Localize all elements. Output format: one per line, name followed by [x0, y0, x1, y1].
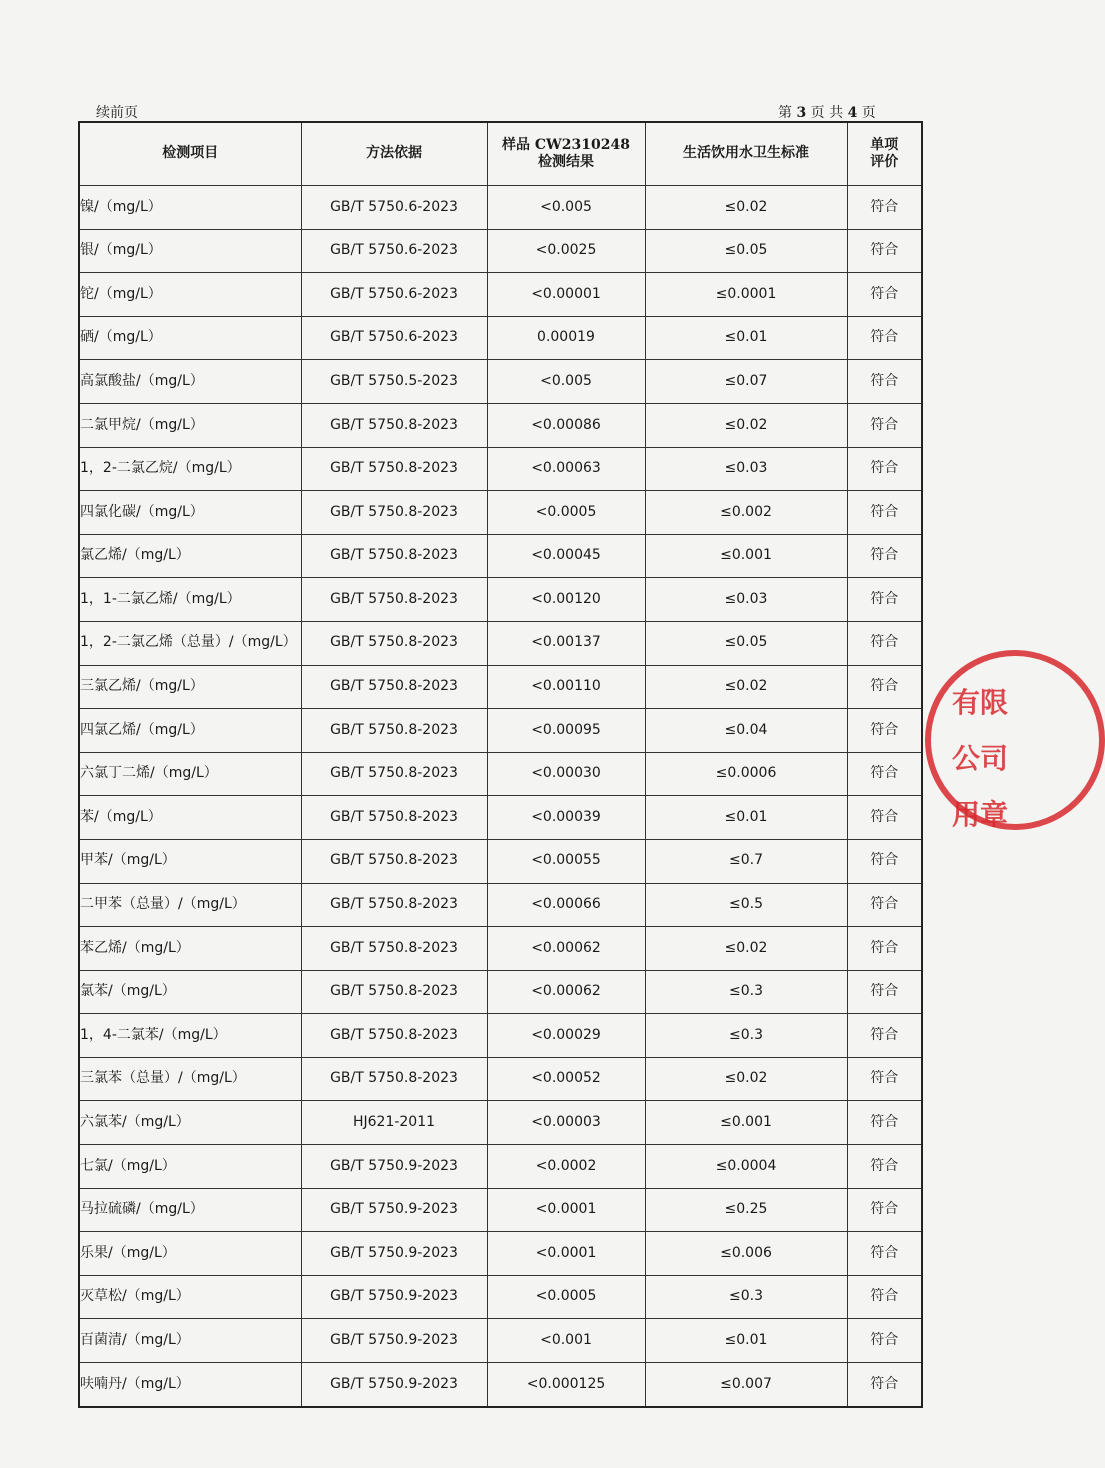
table-row — [79, 316, 922, 360]
cell-standard: ≤0.07 — [645, 360, 847, 404]
cell-result: <0.00001 — [487, 273, 645, 317]
cell-method: GB/T 5750.8-2023 — [301, 1014, 487, 1058]
seal-stamp-text: 有限公司 用章 — [952, 686, 1009, 831]
cell-standard: ≤0.0001 — [645, 273, 847, 317]
cell-item-name: 镍/（mg/L） — [79, 186, 301, 230]
cell-method: GB/T 5750.8-2023 — [301, 970, 487, 1014]
cell-evaluation: 符合 — [847, 360, 922, 404]
table-row — [79, 621, 922, 665]
cell-result: <0.00039 — [487, 796, 645, 840]
cell-method: GB/T 5750.6-2023 — [301, 273, 487, 317]
table-row — [79, 1101, 922, 1145]
cell-standard: ≤0.3 — [645, 1275, 847, 1319]
cell-result: <0.00086 — [487, 403, 645, 447]
cell-result: <0.000125 — [487, 1363, 645, 1407]
table-row — [79, 447, 922, 491]
table-header-row — [79, 122, 922, 186]
cell-result: <0.005 — [487, 360, 645, 404]
cell-evaluation: 符合 — [847, 1101, 922, 1145]
table-row — [79, 273, 922, 317]
cell-standard: ≤0.3 — [645, 970, 847, 1014]
cell-item-name: 呋喃丹/（mg/L） — [79, 1363, 301, 1407]
cell-result: <0.00030 — [487, 752, 645, 796]
cell-standard: ≤0.02 — [645, 403, 847, 447]
cell-item-name: 1，2-二氯乙烷/（mg/L） — [79, 447, 301, 491]
cell-evaluation: 符合 — [847, 1275, 922, 1319]
cell-result: <0.0002 — [487, 1145, 645, 1189]
header-item: 检测项目 — [79, 122, 301, 186]
cell-result: <0.00003 — [487, 1101, 645, 1145]
cell-standard: ≤0.02 — [645, 927, 847, 971]
cell-result: <0.00055 — [487, 839, 645, 883]
cell-standard: ≤0.002 — [645, 491, 847, 535]
cell-result: <0.00045 — [487, 534, 645, 578]
table-row — [79, 796, 922, 840]
table-row — [79, 1363, 922, 1407]
cell-standard: ≤0.007 — [645, 1363, 847, 1407]
cell-item-name: 马拉硫磷/（mg/L） — [79, 1188, 301, 1232]
cell-result: 0.00019 — [487, 316, 645, 360]
table-row — [79, 491, 922, 535]
table-row — [79, 970, 922, 1014]
cell-item-name: 苯乙烯/（mg/L） — [79, 927, 301, 971]
cell-result: <0.00066 — [487, 883, 645, 927]
cell-item-name: 百菌清/（mg/L） — [79, 1319, 301, 1363]
table-row — [79, 578, 922, 622]
cell-method: GB/T 5750.8-2023 — [301, 796, 487, 840]
cell-evaluation: 符合 — [847, 491, 922, 535]
table-row — [79, 752, 922, 796]
cell-item-name: 甲苯/（mg/L） — [79, 839, 301, 883]
cell-method: GB/T 5750.8-2023 — [301, 883, 487, 927]
cell-method: GB/T 5750.8-2023 — [301, 621, 487, 665]
cell-evaluation: 符合 — [847, 927, 922, 971]
cell-method: GB/T 5750.9-2023 — [301, 1363, 487, 1407]
cell-method: GB/T 5750.9-2023 — [301, 1232, 487, 1276]
cell-item-name: 六氯丁二烯/（mg/L） — [79, 752, 301, 796]
cell-evaluation: 符合 — [847, 1145, 922, 1189]
cell-result: <0.0001 — [487, 1232, 645, 1276]
table-row — [79, 1275, 922, 1319]
cell-standard: ≤0.25 — [645, 1188, 847, 1232]
cell-evaluation: 符合 — [847, 709, 922, 753]
cell-method: GB/T 5750.8-2023 — [301, 534, 487, 578]
page-suffix: 页 — [861, 105, 876, 121]
cell-evaluation: 符合 — [847, 316, 922, 360]
cell-result: <0.0025 — [487, 229, 645, 273]
cell-result: <0.00095 — [487, 709, 645, 753]
cell-result: <0.00137 — [487, 621, 645, 665]
cell-item-name: 二甲苯（总量）/（mg/L） — [79, 883, 301, 927]
cell-result: <0.00063 — [487, 447, 645, 491]
cell-standard: ≤0.03 — [645, 447, 847, 491]
cell-item-name: 1，1-二氯乙烯/（mg/L） — [79, 578, 301, 622]
cell-standard: ≤0.0006 — [645, 752, 847, 796]
cell-evaluation: 符合 — [847, 665, 922, 709]
cell-item-name: 高氯酸盐/（mg/L） — [79, 360, 301, 404]
cell-evaluation: 符合 — [847, 752, 922, 796]
cell-method: GB/T 5750.8-2023 — [301, 927, 487, 971]
cell-evaluation: 符合 — [847, 839, 922, 883]
cell-method: GB/T 5750.8-2023 — [301, 752, 487, 796]
cell-method: GB/T 5750.8-2023 — [301, 665, 487, 709]
cell-item-name: 1，4-二氯苯/（mg/L） — [79, 1014, 301, 1058]
cell-evaluation: 符合 — [847, 796, 922, 840]
cell-evaluation: 符合 — [847, 1319, 922, 1363]
page-prefix: 第 — [778, 105, 792, 121]
test-results-table — [78, 121, 923, 1408]
table-row — [79, 1145, 922, 1189]
table-row — [79, 1057, 922, 1101]
cell-evaluation: 符合 — [847, 403, 922, 447]
cell-standard: ≤0.02 — [645, 665, 847, 709]
cell-standard: ≤0.04 — [645, 709, 847, 753]
table-row — [79, 1188, 922, 1232]
table-row — [79, 1319, 922, 1363]
cell-item-name: 乐果/（mg/L） — [79, 1232, 301, 1276]
cell-standard: ≤0.02 — [645, 1057, 847, 1101]
continued-label: 续前页 — [96, 105, 138, 121]
cell-method: GB/T 5750.9-2023 — [301, 1275, 487, 1319]
cell-standard: ≤0.01 — [645, 1319, 847, 1363]
cell-evaluation: 符合 — [847, 229, 922, 273]
table-row — [79, 360, 922, 404]
cell-result: <0.00120 — [487, 578, 645, 622]
cell-standard: ≤0.006 — [645, 1232, 847, 1276]
cell-evaluation: 符合 — [847, 1363, 922, 1407]
cell-standard: ≤0.03 — [645, 578, 847, 622]
table-row — [79, 883, 922, 927]
header-evaluation: 单项 评价 — [847, 122, 922, 186]
cell-item-name: 四氯化碳/（mg/L） — [79, 491, 301, 535]
table-row — [79, 229, 922, 273]
cell-result: <0.00052 — [487, 1057, 645, 1101]
cell-method: GB/T 5750.8-2023 — [301, 839, 487, 883]
cell-method: GB/T 5750.8-2023 — [301, 578, 487, 622]
cell-result: <0.00062 — [487, 970, 645, 1014]
cell-item-name: 三氯苯（总量）/（mg/L） — [79, 1057, 301, 1101]
cell-item-name: 三氯乙烯/（mg/L） — [79, 665, 301, 709]
cell-standard: ≤0.01 — [645, 316, 847, 360]
cell-evaluation: 符合 — [847, 1014, 922, 1058]
table-row — [79, 534, 922, 578]
cell-result: <0.0005 — [487, 491, 645, 535]
cell-item-name: 二氯甲烷/（mg/L） — [79, 403, 301, 447]
cell-result: <0.00029 — [487, 1014, 645, 1058]
table-row — [79, 1232, 922, 1276]
page-indicator — [778, 102, 876, 122]
cell-evaluation: 符合 — [847, 534, 922, 578]
cell-standard: ≤0.5 — [645, 883, 847, 927]
header-result: 样品 CW2310248 检测结果 — [487, 122, 645, 186]
cell-item-name: 六氯苯/（mg/L） — [79, 1101, 301, 1145]
cell-method: GB/T 5750.8-2023 — [301, 447, 487, 491]
table-row — [79, 927, 922, 971]
cell-method: GB/T 5750.9-2023 — [301, 1145, 487, 1189]
header-standard: 生活饮用水卫生标准 — [645, 122, 847, 186]
table-row — [79, 709, 922, 753]
cell-result: <0.001 — [487, 1319, 645, 1363]
cell-evaluation: 符合 — [847, 273, 922, 317]
cell-method: GB/T 5750.5-2023 — [301, 360, 487, 404]
cell-item-name: 氯乙烯/（mg/L） — [79, 534, 301, 578]
cell-result: <0.0001 — [487, 1188, 645, 1232]
cell-method: HJ621-2011 — [301, 1101, 487, 1145]
header-method: 方法依据 — [301, 122, 487, 186]
table-row — [79, 403, 922, 447]
cell-standard: ≤0.02 — [645, 186, 847, 230]
cell-item-name: 灭草松/（mg/L） — [79, 1275, 301, 1319]
cell-standard: ≤0.7 — [645, 839, 847, 883]
cell-method: GB/T 5750.8-2023 — [301, 403, 487, 447]
cell-evaluation: 符合 — [847, 1057, 922, 1101]
cell-standard: ≤0.001 — [645, 1101, 847, 1145]
cell-item-name: 铊/（mg/L） — [79, 273, 301, 317]
cell-evaluation: 符合 — [847, 447, 922, 491]
cell-standard: ≤0.05 — [645, 229, 847, 273]
page-mid: 页 共 — [810, 105, 844, 121]
cell-method: GB/T 5750.8-2023 — [301, 709, 487, 753]
cell-evaluation: 符合 — [847, 621, 922, 665]
cell-item-name: 七氯/（mg/L） — [79, 1145, 301, 1189]
cell-result: <0.00062 — [487, 927, 645, 971]
cell-item-name: 苯/（mg/L） — [79, 796, 301, 840]
table-row — [79, 839, 922, 883]
cell-evaluation: 符合 — [847, 970, 922, 1014]
table-row — [79, 665, 922, 709]
cell-method: GB/T 5750.9-2023 — [301, 1319, 487, 1363]
cell-method: GB/T 5750.6-2023 — [301, 229, 487, 273]
page-number: 3 — [796, 105, 807, 121]
cell-item-name: 四氯乙烯/（mg/L） — [79, 709, 301, 753]
cell-item-name: 硒/（mg/L） — [79, 316, 301, 360]
cell-standard: ≤0.01 — [645, 796, 847, 840]
cell-method: GB/T 5750.8-2023 — [301, 1057, 487, 1101]
cell-evaluation: 符合 — [847, 1232, 922, 1276]
cell-item-name: 氯苯/（mg/L） — [79, 970, 301, 1014]
table-row — [79, 1014, 922, 1058]
cell-result: <0.0005 — [487, 1275, 645, 1319]
cell-method: GB/T 5750.6-2023 — [301, 316, 487, 360]
cell-standard: ≤0.001 — [645, 534, 847, 578]
cell-standard: ≤0.3 — [645, 1014, 847, 1058]
cell-item-name: 1，2-二氯乙烯（总量）/（mg/L） — [79, 621, 301, 665]
cell-result: <0.005 — [487, 186, 645, 230]
cell-evaluation: 符合 — [847, 578, 922, 622]
cell-evaluation: 符合 — [847, 186, 922, 230]
cell-evaluation: 符合 — [847, 883, 922, 927]
table-row — [79, 186, 922, 230]
cell-method: GB/T 5750.9-2023 — [301, 1188, 487, 1232]
cell-item-name: 银/（mg/L） — [79, 229, 301, 273]
cell-method: GB/T 5750.6-2023 — [301, 186, 487, 230]
page-total: 4 — [847, 105, 858, 121]
cell-method: GB/T 5750.8-2023 — [301, 491, 487, 535]
cell-standard: ≤0.0004 — [645, 1145, 847, 1189]
cell-standard: ≤0.05 — [645, 621, 847, 665]
cell-result: <0.00110 — [487, 665, 645, 709]
cell-evaluation: 符合 — [847, 1188, 922, 1232]
